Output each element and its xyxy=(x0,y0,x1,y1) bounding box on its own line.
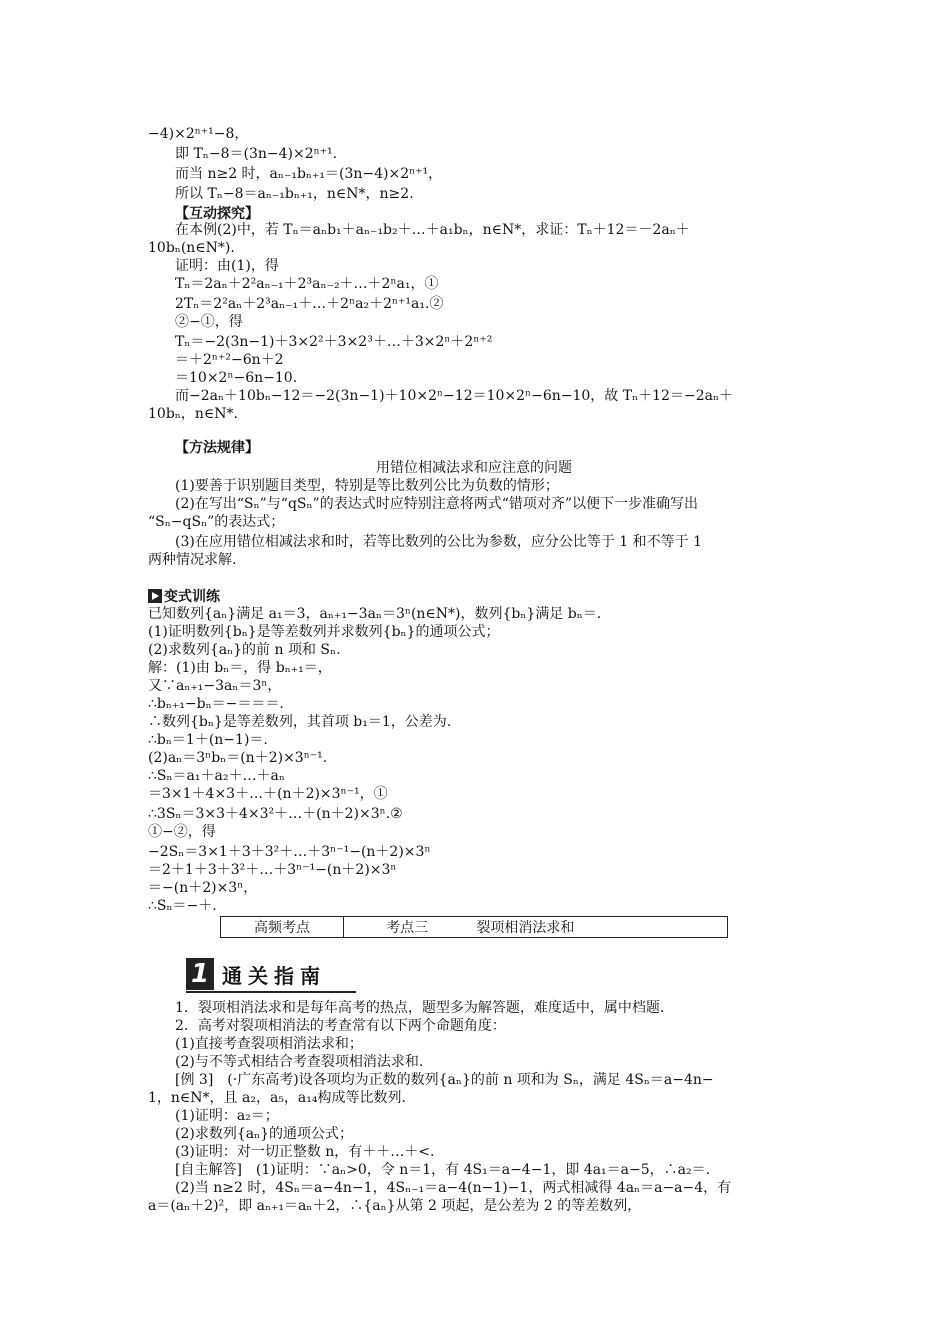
text-line: (2)求数列{aₙ}的通项公式； xyxy=(175,1126,354,1142)
text-line: −2Sₙ＝3×1＋3＋3²＋…＋3ⁿ⁻¹−(n＋2)×3ⁿ xyxy=(148,844,431,860)
topic-table xyxy=(220,916,728,938)
text-line: “Sₙ−qSₙ”的表达式； xyxy=(148,514,285,530)
text-line: 在本例(2)中，若 Tₙ＝aₙb₁＋aₙ₋₁b₂＋…＋a₁bₙ，n∈N*，求证：Tₙ＋12＝－2aₙ＋ xyxy=(175,222,690,238)
table-cell: 裂项相消法求和 xyxy=(470,917,727,938)
text-line: (2)与不等式相结合考查裂项相消法求和. xyxy=(175,1054,424,1070)
badge-label: 变式训练 xyxy=(164,589,220,605)
text-line: (3)证明：对一切正整数 n，有＋＋…＋<. xyxy=(175,1144,435,1160)
play-icon xyxy=(148,589,162,603)
subheading: 用错位相减法求和应注意的问题 xyxy=(376,460,572,476)
text-line: Tₙ＝2aₙ＋2²aₙ₋₁＋2³aₙ₋₂＋…＋2ⁿa₁，① xyxy=(175,276,439,292)
variant-training-badge xyxy=(148,586,220,606)
text-line: 而−2aₙ＋10bₙ−12＝−2(3n−1)＋10×2ⁿ−12＝10×2ⁿ−6n−10，故 Tₙ＋12＝−2aₙ＋ xyxy=(175,388,734,404)
text-line: (2)当 n≥2 时，4Sₙ＝a−4n−1，4Sₙ₋₁＝a−4(n−1)−1，两式相减得 4aₙ＝a−a−4，有 xyxy=(175,1180,732,1196)
text-line: 解：(1)由 bₙ＝，得 bₙ₊₁＝， xyxy=(148,660,332,676)
text-line: ∴数列{bₙ}是等差数列，其首项 b₁＝1，公差为. xyxy=(148,714,452,730)
text-line: 已知数列{aₙ}满足 a₁＝3，aₙ₊₁−3aₙ＝3ⁿ(n∈N*)，数列{bₙ}满足 bₙ＝. xyxy=(148,606,602,622)
text-line: (2)求数列{aₙ}的前 n 项和 Sₙ. xyxy=(148,642,341,658)
text-line: Tₙ＝−2(3n−1)＋3×2²＋3×2³＋…＋3×2ⁿ＋2ⁿ⁺² xyxy=(175,334,493,350)
guide-number: 1 xyxy=(186,958,214,990)
text-line: 1，n∈N*，且 a₂，a₅，a₁₄构成等比数列. xyxy=(148,1090,406,1106)
text-line: ∴3Sₙ＝3×3＋4×3²＋…＋(n＋2)×3ⁿ.② xyxy=(148,806,403,822)
text-line: 1．裂项相消法求和是每年高考的热点，题型多为解答题，难度适中，属中档题. xyxy=(175,1000,665,1016)
text-line: ∴bₙ＝1＋(n−1)＝. xyxy=(148,732,268,748)
text-line: 证明：由(1)，得 xyxy=(175,258,279,274)
text-line: 而当 n≥2 时，aₙ₋₁bₙ₊₁＝(3n−4)×2ⁿ⁺¹， xyxy=(175,166,443,182)
section-heading: 【方法规律】 xyxy=(175,440,259,456)
text-line: [自主解答] (1)证明：∵aₙ>0，令 n＝1，有 4S₁＝a−4−1，即 4a₁＝a−5，∴a₂＝. xyxy=(175,1162,711,1178)
section-heading: 【互动探究】 xyxy=(175,206,259,222)
text-line: [例 3] (·广东高考)设各项均为正数的数列{aₙ}的前 n 项和为 Sₙ，满足 4Sₙ＝a−4n− xyxy=(175,1072,714,1088)
text-line: ＝3×1＋4×3＋…＋(n＋2)×3ⁿ⁻¹，① xyxy=(148,786,388,802)
text-line: 即 Tₙ−8＝(3n−4)×2ⁿ⁺¹. xyxy=(175,146,338,162)
text-line: ＝10×2ⁿ−6n−10. xyxy=(175,370,298,386)
table-cell: 高频考点 xyxy=(221,917,344,938)
text-line: 两种情况求解. xyxy=(148,552,237,568)
text-line: 10bₙ，n∈N*. xyxy=(148,406,238,422)
table-row xyxy=(221,917,728,938)
text-line: (2)aₙ＝3ⁿbₙ＝(n＋2)×3ⁿ⁻¹. xyxy=(148,750,328,766)
text-line: ②−①，得 xyxy=(175,314,243,330)
text-line: 2．高考对裂项相消法的考查常有以下两个命题角度： xyxy=(175,1018,506,1034)
text-line: −4)×2ⁿ⁺¹−8， xyxy=(148,126,249,142)
text-line: (1)证明：a₂＝； xyxy=(175,1108,279,1124)
text-line: ∴Sₙ＝−＋. xyxy=(148,898,217,914)
text-line: 又∵aₙ₊₁−3aₙ＝3ⁿ， xyxy=(148,678,282,694)
text-line: (3)在应用错位相减法求和时，若等比数列的公比为参数，应分公比等于 1 和不等于 1 xyxy=(175,534,702,550)
guide-title: 通关指南 xyxy=(222,964,326,988)
text-line: ＝＋2ⁿ⁺²−6n＋2 xyxy=(175,352,284,368)
text-line: ∴Sₙ＝a₁＋a₂＋…＋aₙ xyxy=(148,768,285,784)
text-line: ＝2＋1＋3＋3²＋…＋3ⁿ⁻¹−(n＋2)×3ⁿ xyxy=(148,862,397,878)
table-cell: 考点三 xyxy=(344,917,471,938)
text-line: (2)在写出“Sₙ”与“qSₙ”的表达式时应特别注意将两式“错项对齐”以便下一步准确写出 xyxy=(175,496,699,512)
text-line: 所以 Tₙ−8＝aₙ₋₁bₙ₊₁，n∈N*，n≥2. xyxy=(175,186,414,202)
text-line: ＝−(n＋2)×3ⁿ， xyxy=(148,880,258,896)
guide-underline xyxy=(186,991,356,993)
text-line: (1)直接考查裂项相消法求和； xyxy=(175,1036,363,1052)
text-line: a＝(aₙ＋2)²，即 aₙ₊₁＝aₙ＋2，∴{aₙ}从第 2 项起，是公差为 2 的等差数列， xyxy=(148,1198,642,1214)
text-line: 2Tₙ＝2²aₙ＋2³aₙ₋₁＋…＋2ⁿa₂＋2ⁿ⁺¹a₁.② xyxy=(175,296,444,312)
text-line: (1)要善于识别题目类型，特别是等比数列公比为负数的情形； xyxy=(175,478,559,494)
text-line: ∴bₙ₊₁−bₙ＝−＝＝＝. xyxy=(148,696,284,712)
guide-header xyxy=(186,958,346,990)
text-line: (1)证明数列{bₙ}是等差数列并求数列{bₙ}的通项公式； xyxy=(148,624,500,640)
text-line: ①−②，得 xyxy=(148,824,216,840)
text-line: 10bₙ(n∈N*). xyxy=(148,240,235,256)
